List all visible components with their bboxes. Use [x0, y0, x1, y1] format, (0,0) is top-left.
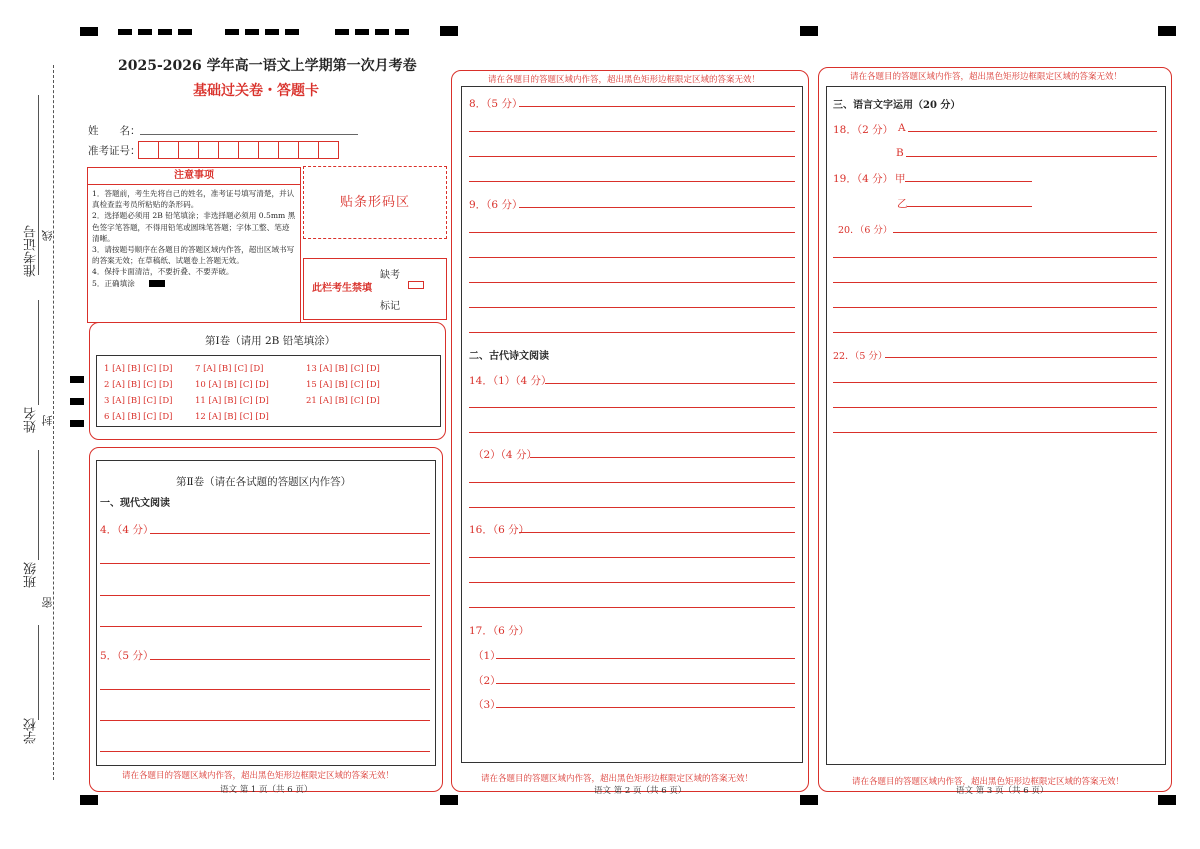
answer-line[interactable]: [905, 181, 1032, 182]
absent-warning: 此栏考生禁填: [312, 283, 372, 294]
alignment-mark: [80, 795, 98, 805]
answer-line[interactable]: [469, 482, 795, 483]
choice-col: [195, 361, 269, 425]
alignment-mark: [70, 420, 84, 427]
answer-line[interactable]: [469, 181, 795, 182]
alignment-mark: [80, 27, 98, 36]
question-14-2-label: （2）（4 分）: [473, 449, 537, 461]
margin-secret-label: 密: [41, 597, 54, 608]
margin-line-label: 线: [41, 230, 54, 241]
answer-line[interactable]: [496, 683, 795, 684]
choice-row[interactable]: 11 [A] [B] [C] [D]: [195, 396, 269, 406]
question-8-label: 8．（5 分）: [469, 98, 523, 110]
answer-line[interactable]: [885, 357, 1157, 358]
question-22-label: 22．（5 分）: [833, 351, 888, 362]
answer-line[interactable]: [519, 207, 795, 208]
margin-line: [38, 300, 39, 405]
question-18-b-label: B: [896, 147, 904, 159]
margin-seal-label: 封: [41, 415, 54, 426]
alignment-mark: [225, 29, 301, 35]
answer-line[interactable]: [833, 382, 1157, 383]
alignment-mark: [70, 398, 84, 405]
answer-line[interactable]: [469, 582, 795, 583]
question-19-b-label: 乙: [897, 198, 908, 210]
answer-line[interactable]: [469, 407, 795, 408]
answer-line[interactable]: [100, 720, 430, 721]
note-item: 1．答题前，考生先将自己的姓名，准考证号填写清楚，并认真检查监考员所粘贴的条形码。: [92, 189, 295, 210]
answer-line[interactable]: [100, 751, 430, 752]
question-5-label: 5．（5 分）: [100, 650, 154, 662]
footer-notice: 请在各题目的答题区域内作答，超出黑色矩形边框限定区域的答案无效！: [852, 777, 1125, 787]
answer-line[interactable]: [833, 282, 1157, 283]
exam-title: 2025-2026 学年高一语文上学期第一次月考卷: [118, 58, 417, 74]
absent-label-top: 缺考: [380, 270, 400, 281]
alignment-mark: [1158, 795, 1176, 805]
answer-line[interactable]: [519, 532, 795, 533]
question-17-2-label: （2）: [473, 675, 501, 687]
question-18-label: 18．（2 分）: [833, 124, 894, 136]
section-heading: 一、现代文阅读: [100, 498, 170, 509]
answer-line[interactable]: [469, 432, 795, 433]
answer-line[interactable]: [496, 707, 795, 708]
alignment-mark: [800, 26, 818, 36]
answer-line[interactable]: [469, 257, 795, 258]
choice-col: [104, 361, 172, 425]
choice-row[interactable]: 12 [A] [B] [C] [D]: [195, 412, 269, 422]
alignment-mark: [440, 26, 458, 36]
exam-no-label: 准考证号：: [88, 145, 141, 157]
absent-checkbox[interactable]: [408, 281, 424, 289]
choice-row[interactable]: 21 [A] [B] [C] [D]: [306, 396, 380, 406]
answer-line[interactable]: [469, 232, 795, 233]
choice-col: [306, 361, 380, 409]
question-16-label: 16．（6 分）: [469, 524, 530, 536]
note-item: 5．正确填涂: [92, 278, 135, 288]
answer-line[interactable]: [833, 257, 1157, 258]
answer-line[interactable]: [469, 607, 795, 608]
answer-line[interactable]: [100, 626, 422, 627]
part2-title: 第Ⅱ卷（请在各试题的答题区内作答）: [176, 476, 352, 488]
answer-line[interactable]: [906, 156, 1157, 157]
answer-line[interactable]: [100, 595, 430, 596]
top-notice: 请在各题目的答题区域内作答，超出黑色矩形边框限定区域的答案无效！: [488, 75, 761, 85]
answer-line[interactable]: [150, 659, 430, 660]
answer-line[interactable]: [469, 131, 795, 132]
note-item: 4．保持卡面清洁，不要折叠、不要弄破。: [92, 267, 234, 277]
section-heading: 三、语言文字运用（20 分）: [833, 100, 961, 111]
answer-line[interactable]: [469, 156, 795, 157]
question-9-label: 9．（6 分）: [469, 199, 523, 211]
part1-title: 第Ⅰ卷（请用 2B 铅笔填涂）: [205, 335, 336, 347]
question-19-label: 19．（4 分）: [833, 173, 894, 185]
note-item: 3．请按题号顺序在各题目的答题区域内作答，超出区域书写的答案无效；在草稿纸、试题卷上答题无效。: [92, 245, 295, 266]
question-4-label: 4．（4 分）: [100, 524, 154, 536]
choice-row[interactable]: 6 [A] [B] [C] [D]: [104, 412, 173, 422]
alignment-mark: [1158, 26, 1176, 36]
top-notice: 请在各题目的答题区域内作答，超出黑色矩形边框限定区域的答案无效！: [850, 72, 1123, 82]
answer-line[interactable]: [469, 282, 795, 283]
answer-line[interactable]: [469, 507, 795, 508]
answer-line[interactable]: [530, 457, 795, 458]
choice-row[interactable]: 7 [A] [B] [C] [D]: [195, 364, 264, 374]
question-17-3-label: （3）: [473, 699, 501, 711]
alignment-mark: [335, 29, 411, 35]
question-20-label: 20．（6 分）: [838, 225, 893, 236]
question-18-a-label: A: [898, 122, 906, 134]
footer-notice: 请在各题目的答题区域内作答，超出黑色矩形边框限定区域的答案无效！: [481, 774, 754, 784]
question-17-label: 17．（6 分）: [469, 625, 530, 637]
answer-line[interactable]: [893, 232, 1157, 233]
margin-line: [38, 450, 39, 560]
filled-sample-icon: [149, 280, 165, 287]
choice-row[interactable]: 10 [A] [B] [C] [D]: [195, 380, 269, 390]
answer-line[interactable]: [496, 658, 795, 659]
answer-line[interactable]: [100, 689, 430, 690]
absent-label-bottom: 标记: [380, 301, 400, 312]
note-item: 2．选择题必须用 2B 铅笔填涂；非选择题必须用 0.5mm 黑色签字笔答题，不得用铅笔或圆珠笔答题；字体工整、笔迹清晰。: [92, 211, 296, 243]
exam-subtitle: 基础过关卷・答题卡: [193, 83, 319, 99]
answer-frame: [826, 86, 1166, 765]
question-17-1-label: （1）: [473, 650, 501, 662]
answer-line[interactable]: [100, 563, 430, 564]
answer-line[interactable]: [833, 307, 1157, 308]
page-footer: 语文 第 2 页（共 6 页）: [594, 786, 687, 796]
question-14-1-label: 14．（1）（4 分）: [469, 375, 552, 387]
answer-line[interactable]: [150, 533, 430, 534]
margin-name: 姓名: [24, 407, 39, 433]
answer-line[interactable]: [907, 206, 1032, 207]
alignment-mark: [70, 376, 84, 383]
margin-school: 学校: [24, 718, 39, 744]
notes-box: [87, 167, 301, 323]
answer-line[interactable]: [469, 307, 795, 308]
answer-line[interactable]: [469, 332, 795, 333]
choice-row[interactable]: 3 [A] [B] [C] [D]: [104, 396, 173, 406]
answer-line[interactable]: [519, 106, 795, 107]
section-heading: 二、古代诗文阅读: [469, 351, 549, 362]
choice-row[interactable]: 13 [A] [B] [C] [D]: [306, 364, 380, 374]
margin-line: [38, 625, 39, 720]
answer-line[interactable]: [908, 131, 1157, 132]
alignment-mark: [800, 795, 818, 805]
margin-exam-no: 准考证号: [24, 225, 39, 277]
answer-line[interactable]: [469, 557, 795, 558]
answer-line[interactable]: [833, 407, 1157, 408]
exam-no-boxes[interactable]: [138, 141, 338, 163]
page-footer: 语文 第 3 页（共 6 页）: [956, 786, 1049, 796]
choice-row[interactable]: 2 [A] [B] [C] [D]: [104, 380, 173, 390]
answer-line[interactable]: [833, 432, 1157, 433]
margin-class: 班级: [24, 562, 39, 588]
alignment-mark: [440, 795, 458, 805]
name-label: 姓 名：: [88, 125, 141, 137]
alignment-mark: [118, 29, 194, 35]
absent-box: [303, 258, 447, 320]
barcode-area: [303, 166, 447, 239]
name-input-line[interactable]: [140, 134, 358, 135]
footer-notice: 请在各题目的答题区域内作答，超出黑色矩形边框限定区域的答案无效！: [122, 771, 395, 781]
notes-title: 注意事项: [88, 168, 300, 185]
choice-row[interactable]: 1 [A] [B] [C] [D]: [104, 364, 173, 374]
page-footer: 语文 第 1 页（共 6 页）: [220, 785, 313, 795]
barcode-label: 贴条形码区: [339, 195, 410, 210]
answer-frame: [461, 86, 803, 763]
question-19-a-label: 甲: [895, 173, 906, 185]
answer-line[interactable]: [545, 383, 795, 384]
answer-line[interactable]: [833, 332, 1157, 333]
choice-row[interactable]: 15 [A] [B] [C] [D]: [306, 380, 380, 390]
